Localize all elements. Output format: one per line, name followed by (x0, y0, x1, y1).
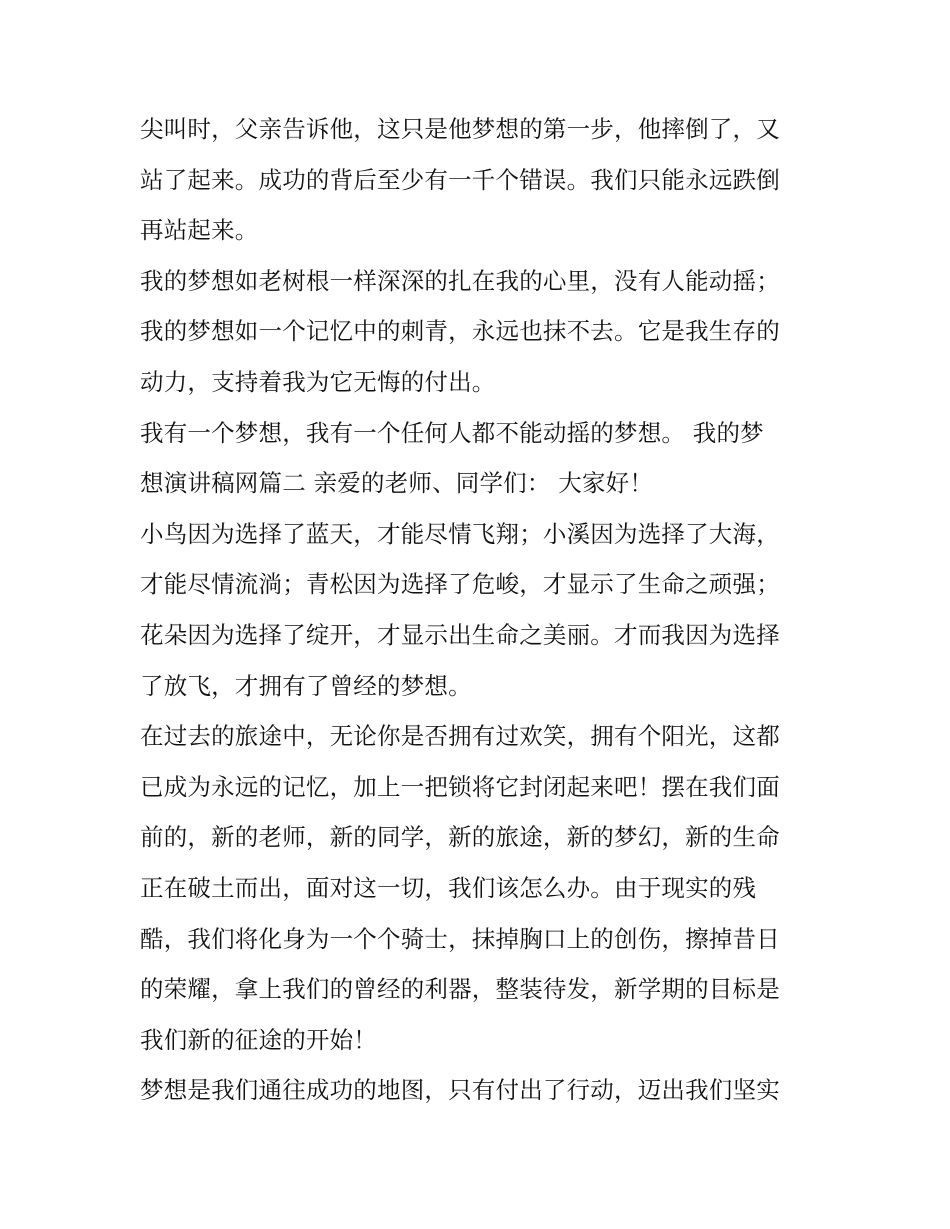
text-line: 尖叫时，父亲告诉他，这只是他梦想的第一步，他摔倒了，又 (140, 115, 780, 143)
text-line: 站了起来。成功的背后至少有一千个错误。我们只能永远跌倒 (140, 165, 780, 194)
text-line: 我的梦想如老树根一样深深的扎在我的心里，没有人能动摇； (140, 266, 780, 295)
text-line: 我有一个梦想，我有一个任何人都不能动摇的梦想。 我的梦 (140, 418, 764, 447)
text-line: 我们新的征途的开始！ (140, 1025, 377, 1054)
text-line: 了放飞，才拥有了曾经的梦想。 (140, 671, 472, 700)
text-line: 我的梦想如一个记忆中的刺青，永远也抹不去。它是我生存的 (140, 317, 780, 346)
text-line: 花朵因为选择了绽开，才显示出生命之美丽。才而我因为选择 (140, 620, 780, 649)
text-line: 想演讲稿网篇二 亲爱的老师、同学们： 大家好！ (140, 469, 654, 498)
text-line: 才能尽情流淌；青松因为选择了危峻，才显示了生命之顽强； (140, 570, 780, 599)
text-line: 梦想是我们通往成功的地图，只有付出了行动，迈出我们坚实 (140, 1076, 780, 1105)
text-line: 前的，新的老师，新的同学，新的旅途，新的梦幻，新的生命 (140, 823, 780, 852)
text-line: 动力，支持着我为它无悔的付出。 (140, 367, 496, 396)
body-text (140, 104, 820, 1116)
text-line: 的荣耀，拿上我们的曾经的利器，整装待发，新学期的目标是 (140, 975, 780, 1004)
text-line: 再站起来。 (140, 216, 259, 245)
text-line: 小鸟因为选择了蓝天，才能尽情飞翔；小溪因为选择了大海， (140, 519, 780, 548)
text-line: 正在破土而出，面对这一切，我们该怎么办。由于现实的残 (140, 873, 757, 902)
text-line: 酷，我们将化身为一个个骑士，抹掉胸口上的创伤，擦掉昔日 (140, 924, 780, 953)
text-line: 已成为永远的记忆，加上一把锁将它封闭起来吧！摆在我们面 (140, 772, 780, 801)
text-line: 在过去的旅途中，无论你是否拥有过欢笑，拥有个阳光，这都 (140, 722, 780, 751)
